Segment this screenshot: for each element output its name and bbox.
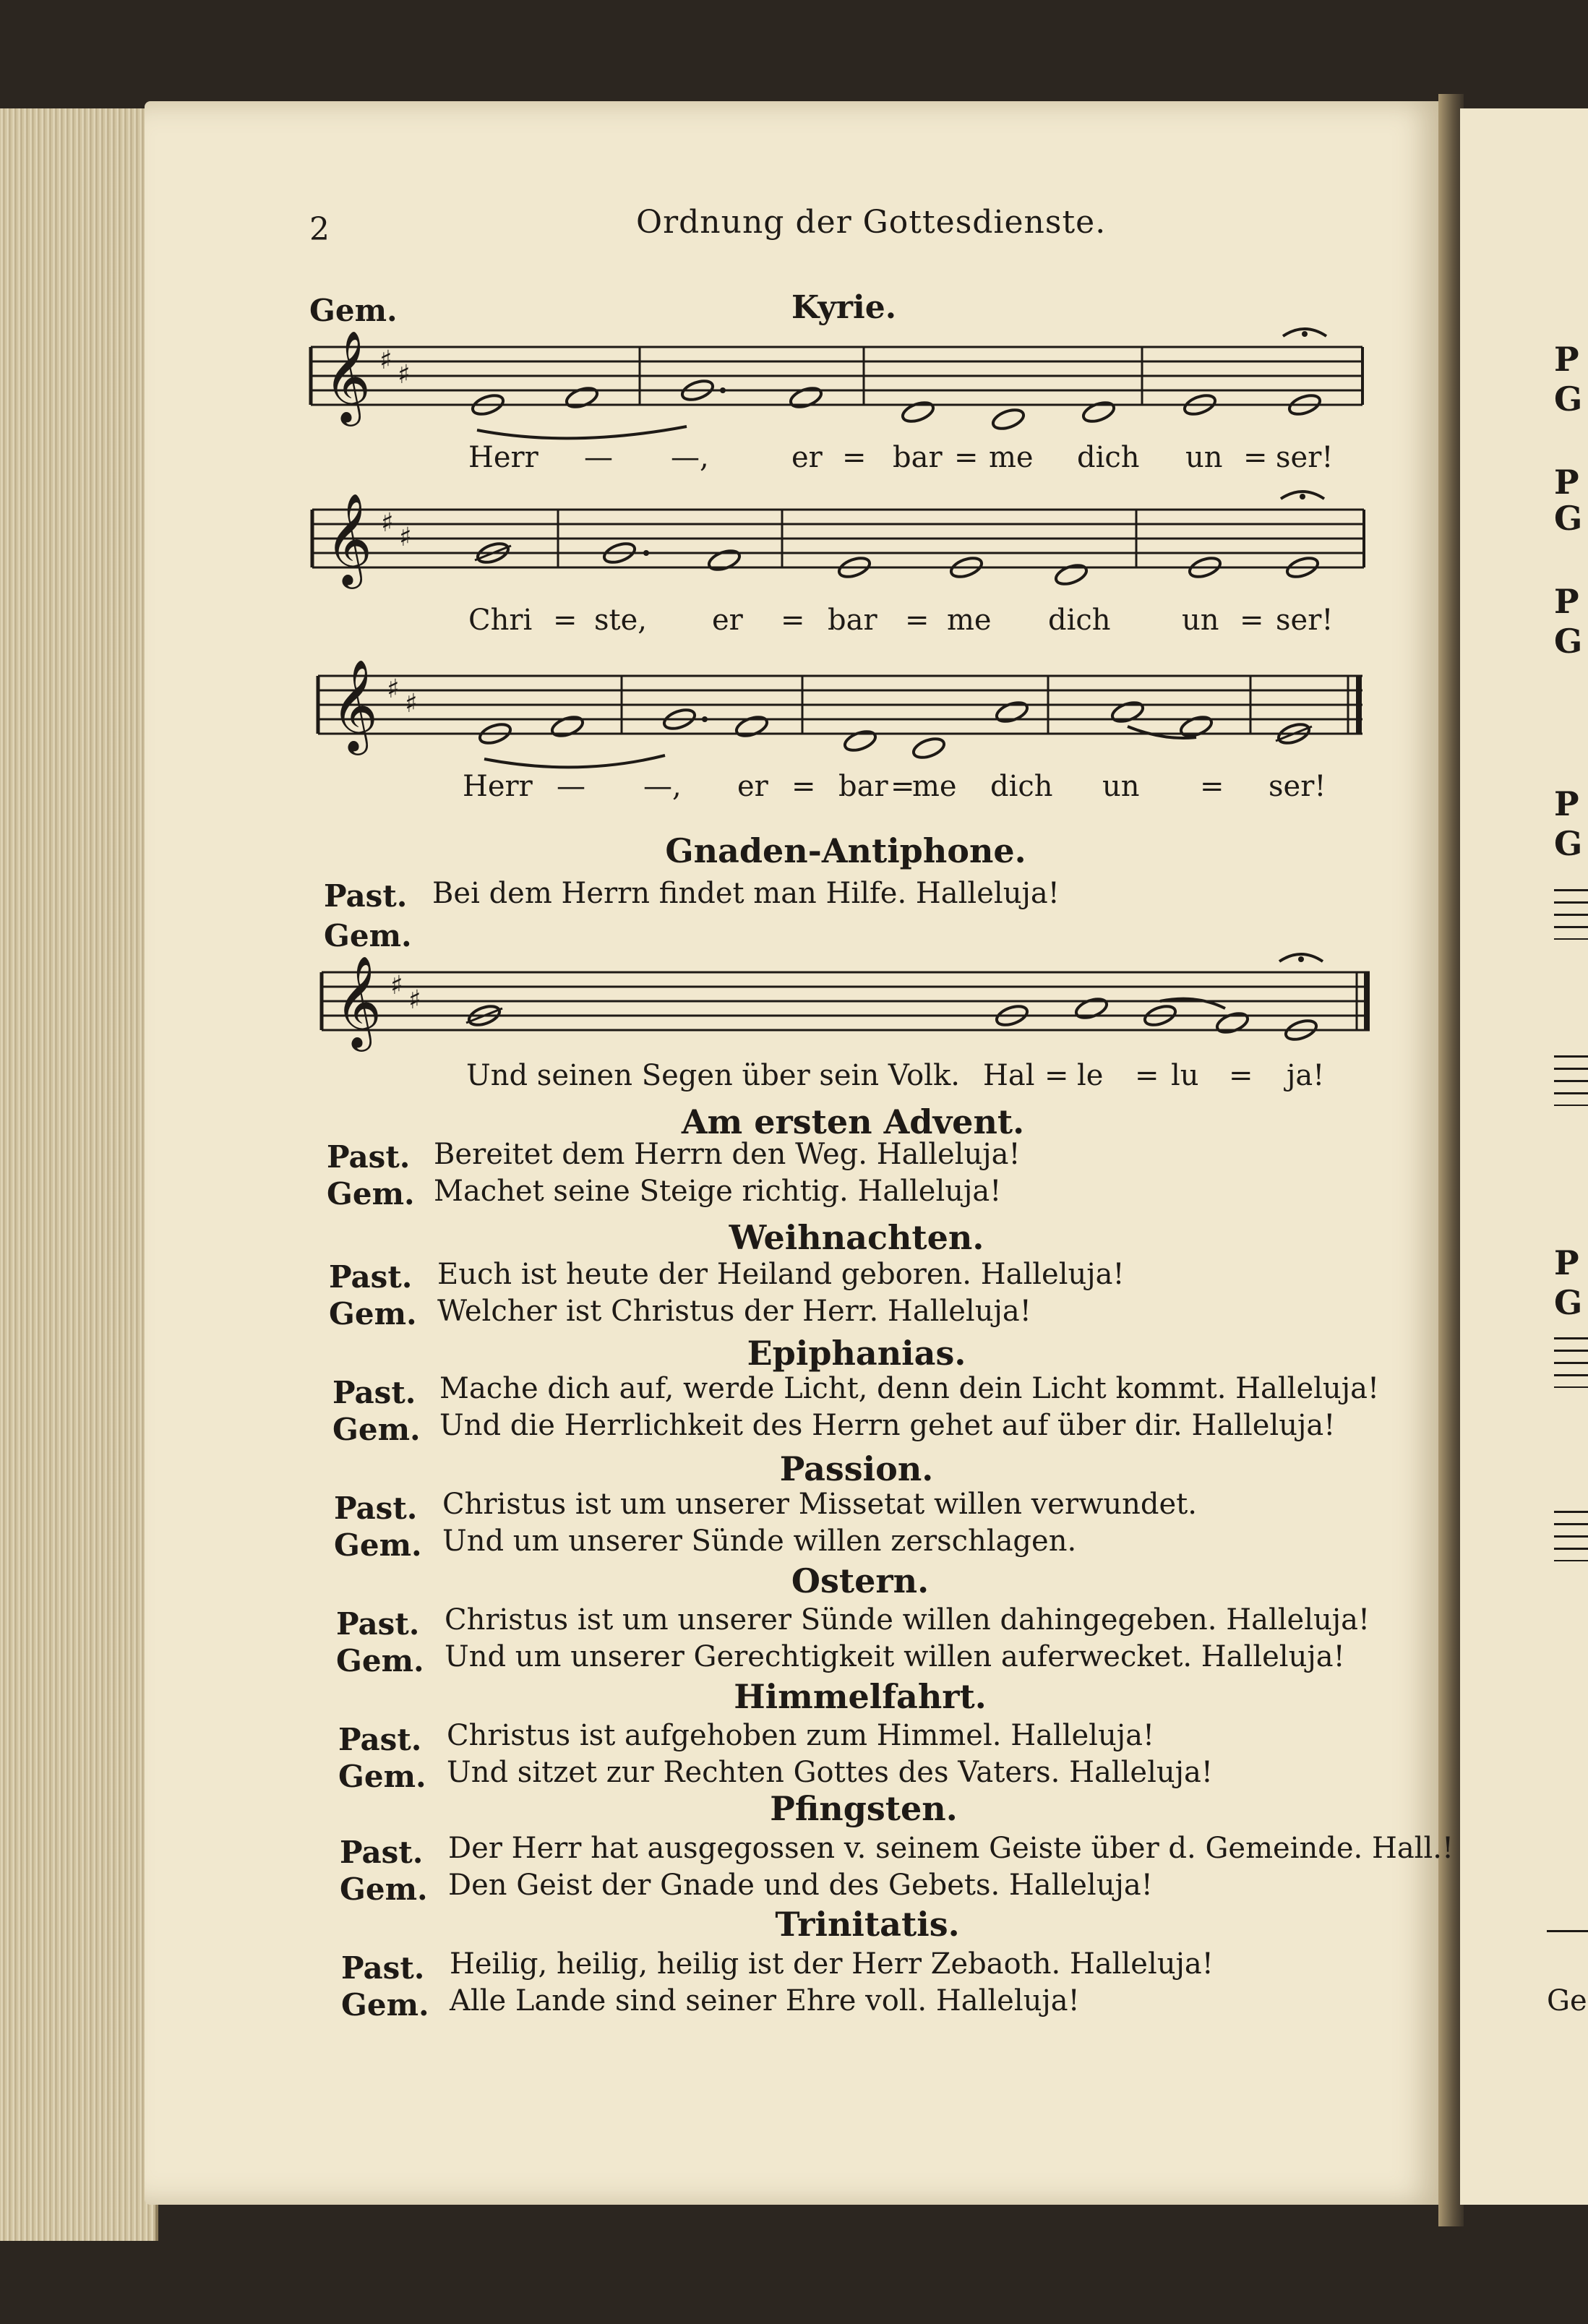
section-heading-ostern: Ostern. (791, 1561, 930, 1600)
gem-line: Und um unserer Gerechtigkeit willen auferwecket. Halleluja! (445, 1640, 1345, 1673)
section-heading-epiphanias: Epiphanias. (747, 1334, 966, 1373)
role-label-past: Past. (340, 1835, 424, 1870)
half-note (1179, 713, 1214, 739)
half-note (1215, 1010, 1250, 1036)
lyric-syllable: = (553, 604, 578, 637)
next-page-staff (1554, 889, 1588, 940)
lyric-syllable: = (842, 441, 867, 474)
lyric-syllable: me (989, 441, 1034, 474)
role-label-past: Past. (329, 1259, 413, 1295)
half-note (991, 406, 1026, 432)
role-label-past: Past. (324, 878, 408, 914)
past-line: Der Herr hat ausgegossen v. seinem Geiste über d. Gemeinde. Hall.! (448, 1832, 1454, 1865)
section-heading-antiphon: Gnaden-Antiphone. (665, 831, 1026, 870)
gem-line: Welcher ist Christus der Herr. Halleluja! (437, 1295, 1031, 1328)
next-page-fragment: Ge (1547, 1984, 1587, 2018)
past-line: Christus ist aufgehoben zum Himmel. Halleluja! (447, 1719, 1155, 1752)
lyric-syllable: er (712, 604, 743, 637)
half-note (707, 547, 742, 573)
role-label-past: Past. (327, 1139, 411, 1175)
next-page-fragment: P (1554, 582, 1579, 621)
role-label-gem: Gem. (329, 1296, 417, 1332)
lyric-syllable: — (584, 441, 613, 474)
half-note (1110, 699, 1146, 725)
lyric-syllable: me (912, 770, 957, 803)
lyric-syllable: er (737, 770, 768, 803)
lyric-syllable: = (1240, 604, 1264, 637)
lyric-syllable: Hal (983, 1059, 1035, 1092)
treble-clef-icon: 𝄞 (324, 330, 372, 422)
antiphon-past-text: Bei dem Herrn findet man Hilfe. Halleluja! (432, 877, 1060, 910)
lyric-syllable: bar (893, 441, 943, 474)
gem-line: Und die Herrlichkeit des Herrn gehet auf über dir. Halleluja! (439, 1409, 1336, 1442)
lyric-syllable: — (557, 770, 585, 803)
lyric-syllable: = (791, 770, 816, 803)
role-label-gem: Gem. (324, 918, 412, 953)
lyric-syllable: ste, (594, 604, 647, 637)
music-staff-4 (322, 955, 1377, 1073)
half-note (1054, 562, 1089, 588)
next-page-fragment: P (1554, 1243, 1579, 1282)
next-page-rule (1547, 1930, 1588, 1932)
treble-clef-icon: 𝄞 (331, 659, 379, 751)
role-label-gem: Gem. (332, 1412, 421, 1447)
lyric-syllable: = (1044, 1059, 1069, 1092)
lyric-syllable: dich (990, 770, 1053, 803)
lyric-syllable: bar (828, 604, 877, 637)
section-heading-trinitatis: Trinitatis. (775, 1905, 960, 1944)
role-label-gem: Gem. (338, 1759, 426, 1794)
lyric-syllable: = (1135, 1059, 1159, 1092)
lyric-syllable: —, (643, 770, 682, 803)
lyric-syllable: ser! (1276, 441, 1334, 474)
lyric-syllable: ja! (1287, 1059, 1325, 1092)
slur (484, 755, 665, 767)
section-heading-kyrie: Kyrie. (791, 289, 897, 326)
next-page-fragment: P (1554, 784, 1579, 823)
next-page-fragment: P (1554, 463, 1579, 502)
lyric-syllable: un (1102, 770, 1140, 803)
lyric-syllable: = (954, 441, 979, 474)
gem-line: Und um unserer Sünde willen zerschlagen. (442, 1525, 1077, 1558)
role-label-past: Past. (332, 1375, 416, 1410)
role-label-past: Past. (341, 1950, 425, 1986)
lyric-syllable: ser! (1269, 770, 1326, 803)
lyric-syllable: = (1243, 441, 1268, 474)
gem-line: Den Geist der Gnade und des Gebets. Halleluja! (448, 1869, 1153, 1902)
past-line: Heilig, heilig, heilig ist der Herr Zebaoth. Halleluja! (450, 1947, 1214, 1981)
section-heading-pfingsten: Pfingsten. (770, 1789, 958, 1828)
lyric-syllable: er (791, 441, 823, 474)
next-page-fragment: G (1554, 622, 1583, 661)
sharp-icon: ♯ (399, 523, 412, 552)
next-page-fragment: G (1554, 1283, 1583, 1322)
next-page-fragment: G (1554, 824, 1583, 863)
section-heading-weihnachten: Weihnachten. (729, 1218, 984, 1257)
next-page-fragment: G (1554, 380, 1583, 419)
lyric-syllable: = (890, 770, 915, 803)
section-heading-advent: Am ersten Advent. (681, 1102, 1025, 1141)
next-page-fragment: P (1554, 340, 1579, 379)
sharp-icon: ♯ (387, 674, 400, 704)
section-heading-himmelfahrt: Himmelfahrt. (734, 1677, 987, 1716)
lyric-syllable: —, (671, 441, 709, 474)
running-title: Ordnung der Gottesdienste. (636, 204, 1107, 241)
half-note (901, 399, 936, 425)
next-page-staff (1554, 1055, 1588, 1106)
treble-clef-icon: 𝄞 (325, 492, 373, 585)
sharp-icon: ♯ (379, 346, 392, 375)
lyric-syllable: = (1200, 770, 1224, 803)
next-page-fragment: G (1554, 499, 1583, 538)
sharp-icon: ♯ (398, 360, 411, 390)
lyric-syllable: bar (838, 770, 888, 803)
past-line: Mache dich auf, werde Licht, denn dein Licht kommt. Halleluja! (439, 1372, 1380, 1405)
past-line: Euch ist heute der Heiland geboren. Halleluja! (437, 1258, 1125, 1291)
next-page-staff (1554, 1511, 1588, 1561)
sharp-icon: ♯ (405, 689, 418, 719)
lyric-syllable: dich (1077, 441, 1140, 474)
half-note (550, 713, 585, 739)
role-label-past: Past. (338, 1722, 422, 1757)
role-label-past: Past. (336, 1606, 420, 1642)
lyric-syllable: un (1182, 604, 1219, 637)
lyric-syllable: = (1229, 1059, 1253, 1092)
sharp-icon: ♯ (408, 985, 421, 1015)
section-heading-passion: Passion. (779, 1449, 934, 1488)
past-line: Christus ist um unserer Sünde willen dahingegeben. Halleluja! (445, 1603, 1370, 1637)
next-page-staff (1554, 1337, 1588, 1388)
half-note (789, 385, 824, 411)
sharp-icon: ♯ (390, 971, 403, 1000)
half-note (843, 728, 878, 754)
lyric-syllable: Herr (463, 770, 533, 803)
lyric-syllable: me (947, 604, 992, 637)
role-label-gem: Gem. (309, 293, 398, 328)
gem-line: Alle Lande sind seiner Ehre voll. Halleluja! (450, 1984, 1080, 2018)
past-line: Christus ist um unserer Missetat willen verwundet. (442, 1488, 1197, 1521)
half-note (1074, 995, 1110, 1021)
role-label-gem: Gem. (341, 1987, 429, 2023)
lyric-syllable: = (905, 604, 930, 637)
half-note (995, 699, 1030, 725)
half-note (1081, 399, 1117, 425)
half-note (911, 735, 947, 761)
lyric-text: Und seinen Segen über sein Volk. (466, 1059, 960, 1092)
gem-line: Und sitzet zur Rechten Gottes des Vaters. Halleluja! (447, 1756, 1213, 1789)
role-label-gem: Gem. (334, 1527, 422, 1563)
lyric-syllable: = (781, 604, 805, 637)
music-staff-3 (318, 659, 1373, 777)
music-staff-1 (311, 330, 1366, 448)
sharp-icon: ♯ (381, 508, 394, 538)
lyric-syllable: lu (1171, 1059, 1199, 1092)
past-line: Bereitet dem Herrn den Weg. Halleluja! (434, 1138, 1021, 1171)
half-note (734, 713, 770, 739)
page-number: 2 (309, 211, 330, 248)
half-note (565, 385, 600, 411)
lyric-syllable: un (1185, 441, 1223, 474)
book-page-edges (0, 108, 158, 2241)
lyric-syllable: ser! (1276, 604, 1334, 637)
lyric-syllable: dich (1048, 604, 1111, 637)
gem-line: Machet seine Steige richtig. Halleluja! (434, 1175, 1002, 1208)
slur (477, 426, 687, 438)
role-label-gem: Gem. (336, 1643, 424, 1678)
treble-clef-icon: 𝄞 (335, 955, 382, 1047)
lyric-syllable: Chri (468, 604, 533, 637)
role-label-gem: Gem. (340, 1871, 428, 1907)
role-label-past: Past. (334, 1491, 418, 1526)
lyric-syllable: le (1077, 1059, 1104, 1092)
music-staff-2 (312, 492, 1368, 611)
role-label-gem: Gem. (327, 1176, 415, 1212)
next-page-edge (1460, 108, 1588, 2205)
lyric-syllable: Herr (468, 441, 538, 474)
